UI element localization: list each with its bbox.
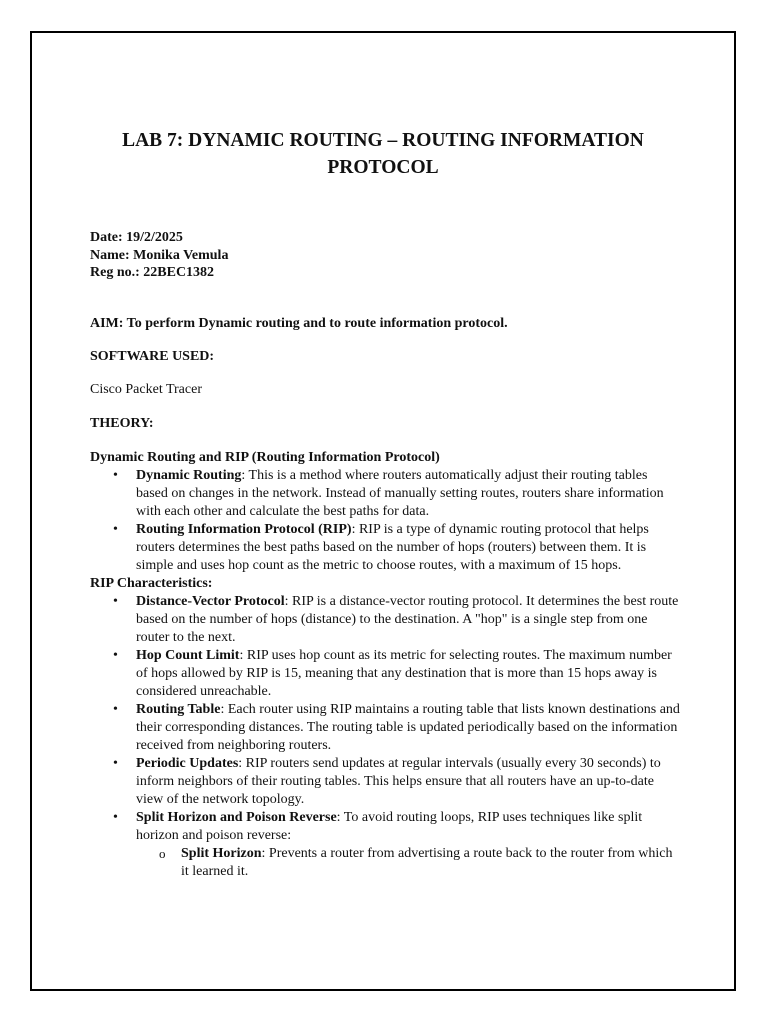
- item-term: Routing Table: [136, 702, 221, 717]
- reg-line: Reg no.: 22BEC1382: [90, 265, 215, 280]
- sub-list: [136, 845, 680, 881]
- section-heading-rip-characteristics: RIP Characteristics:: [90, 576, 213, 591]
- theory-heading: THEORY:: [90, 416, 154, 431]
- student-info: [90, 229, 228, 282]
- sub-list-item: [136, 845, 680, 881]
- item-text: : RIP is a distance-vector routing protocol. It determines the best route based on the number of hops (distance) to the destination. A "hop" is a single step from one router to the next.: [136, 594, 679, 645]
- software-heading: SOFTWARE USED:: [90, 349, 215, 364]
- item-term: Split Horizon and Poison Reverse: [136, 810, 337, 825]
- item-text: : Each router using RIP maintains a routing table that lists known destinations and their corresponding distances. The routing table is updated periodically based on the information received from neighboring routers.: [136, 702, 680, 753]
- section-heading-dynamic-routing: Dynamic Routing and RIP (Routing Information Protocol): [90, 450, 440, 465]
- item-term: Dynamic Routing: [136, 468, 242, 483]
- title-line-1: LAB 7: DYNAMIC ROUTING – ROUTING INFORMATION: [122, 130, 644, 151]
- item-text: : Prevents a router from advertising a route back to the router from which it learned it.: [181, 846, 673, 879]
- aim-statement: AIM: To perform Dynamic routing and to route information protocol.: [90, 316, 508, 331]
- item-term: Hop Count Limit: [136, 648, 240, 663]
- date-line: Date: 19/2/2025: [90, 230, 183, 245]
- list-item: [90, 755, 680, 809]
- title-line-2: PROTOCOL: [327, 157, 439, 178]
- theory-content: [90, 449, 680, 881]
- list-item: [90, 593, 680, 647]
- list-item: [90, 809, 680, 881]
- software-value: Cisco Packet Tracer: [90, 382, 202, 397]
- item-text: : RIP is a type of dynamic routing protocol that helps routers determines the best paths based on the number of hops (routers) between them. It is simple and uses hop count as the metric to choose routes, with a maximum of 15 hops.: [136, 522, 649, 573]
- item-text: : RIP uses hop count as its metric for selecting routes. The maximum number of hops allowed by RIP is 15, meaning that any destination that is more than 15 hops away is considered unreachable.: [136, 648, 672, 699]
- item-term: Distance-Vector Protocol: [136, 594, 285, 609]
- list-item: [90, 521, 680, 575]
- list-item: [90, 647, 680, 701]
- item-text: : This is a method where routers automatically adjust their routing tables based on changes in the network. Instead of manually setting routes, routers share information with each other and calculate the best paths for data.: [136, 468, 664, 519]
- item-term: Split Horizon: [181, 846, 262, 861]
- dynamic-routing-list: [90, 467, 680, 575]
- item-text: : To avoid routing loops, RIP uses techniques like split horizon and poison reverse:: [136, 810, 643, 843]
- list-item: [90, 467, 680, 521]
- document-title: [30, 127, 736, 181]
- rip-characteristics-list: [90, 593, 680, 881]
- name-line: Name: Monika Vemula: [90, 247, 229, 263]
- list-item: [90, 701, 680, 755]
- item-text: : RIP routers send updates at regular intervals (usually every 30 seconds) to inform neighbors of their routing tables. This helps ensure that all routers have an up-to-date view of the network topology.: [136, 756, 661, 807]
- item-term: Routing Information Protocol (RIP): [136, 522, 352, 537]
- item-term: Periodic Updates: [136, 756, 239, 771]
